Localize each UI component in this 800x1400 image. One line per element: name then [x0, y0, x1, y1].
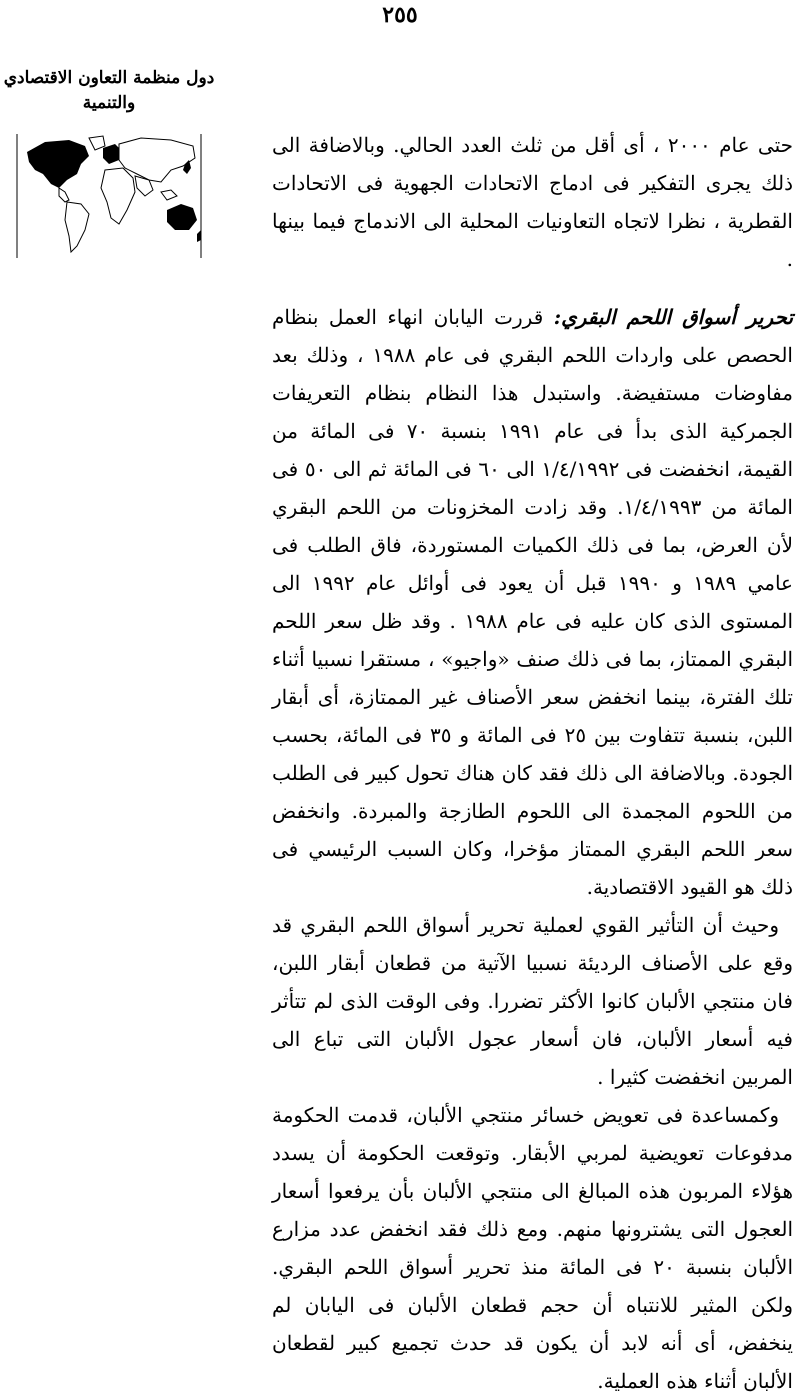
paragraph-2 — [272, 298, 793, 906]
paragraph-1: حتى عام ٢٠٠٠ ، أى أقل من ثلث العدد الحالي. وبالاضافة الى ذلك يجرى التفكير فى ادماج الاتحادات الجهوية فى الاتحادات القطرية ، نظرا لاتجاه التعاونيات المحلية الى الاندماج فيما بينها . — [272, 133, 793, 271]
section-heading: تحرير أسواق اللحم البقري: — [553, 305, 794, 329]
caption-line-2: والتنمية — [82, 93, 136, 113]
caption-line-1: دول منظمة التعاون الاقتصادي — [3, 68, 215, 88]
intro-paragraph — [272, 126, 793, 278]
paragraph-3: وحيث أن التأثير القوي لعملية تحرير أسواق اللحم البقري قد وقع على الأصناف الرديئة نسبيا الآتية من قطعان أبقار اللبن، فان منتجي الألبان كانوا الأكثر تضررا. وفى الوقت الذى لم تتأثر فيه أسعار الألبان، فان أسعار عجول الألبان التى تباع الى المربين انخفضت كثيرا . — [272, 913, 793, 1089]
page-number: ٢٥٥ — [382, 2, 418, 28]
beef-market-section — [272, 298, 793, 1400]
paragraph-2-text: قررت اليابان انهاء العمل بنظام الحصص على واردات اللحم البقري فى عام ١٩٨٨ ، وذلك بعد مفاوضات مستفيضة. واستبدل هذا النظام بنظام التعريفات الجمركية الذى بدأ فى عام ١٩٩١ بنسبة ٧٠ فى المائة من القيمة، انخفضت فى ١/٤/١٩٩٢ الى ٦٠ فى المائة ثم الى ٥٠ فى المائة من ١/٤/١٩٩٣. وقد زادت المخزونات من اللحم البقري لأن العرض، بما فى ذلك الكميات المستوردة، فاق الطلب فى عامي ١٩٨٩ و ١٩٩٠ قبل أن يعود فى أوائل عام ١٩٩٢ الى المستوى الذى كان عليه فى عام ١٩٨٨ . وقد ظل سعر اللحم البقري الممتاز، بما فى ذلك صنف «واجيو» ، مستقرا نسبيا أثناء تلك الفترة، بينما انخفض سعر الأصناف غير الممتازة، أى أبقار اللبن، بنسبة تتفاوت بين ٢٥ فى المائة و ٣٥ فى المائة، بحسب الجودة. وبالاضافة الى ذلك فقد كان هناك تحول كبير فى الطلب من اللحوم المجمدة الى اللحوم الطازجة والمبردة. وانخفض سعر اللحم البقري الممتاز مؤخرا، وكان السبب الرئيسي فى ذلك هو القيود الاقتصادية. — [272, 305, 794, 899]
world-map-oecd-icon — [0, 130, 218, 262]
figure-caption — [0, 66, 218, 116]
paragraph-4: وكمساعدة فى تعويض خسائر منتجي الألبان، قدمت الحكومة مدفوعات تعويضية لمربي الأبقار. وتوقعت الحكومة أن يسدد هؤلاء المربون هذه المبالغ الى منتجي الألبان بأن يرفعوا أسعار العجول التى يشترونها منهم. ومع ذلك فقد انخفض عدد مزارع الألبان بنسبة ٢٠ فى المائة منذ تحرير أسواق اللحم البقري. ولكن المثير للانتباه أن حجم قطعان الألبان فى اليابان لم ينخفض، أى أنه لابد أن يكون قد حدث تجميع كبير لقطعان الألبان أثناء هذه العملية. — [272, 1103, 794, 1393]
sidebar-figure — [0, 66, 218, 262]
